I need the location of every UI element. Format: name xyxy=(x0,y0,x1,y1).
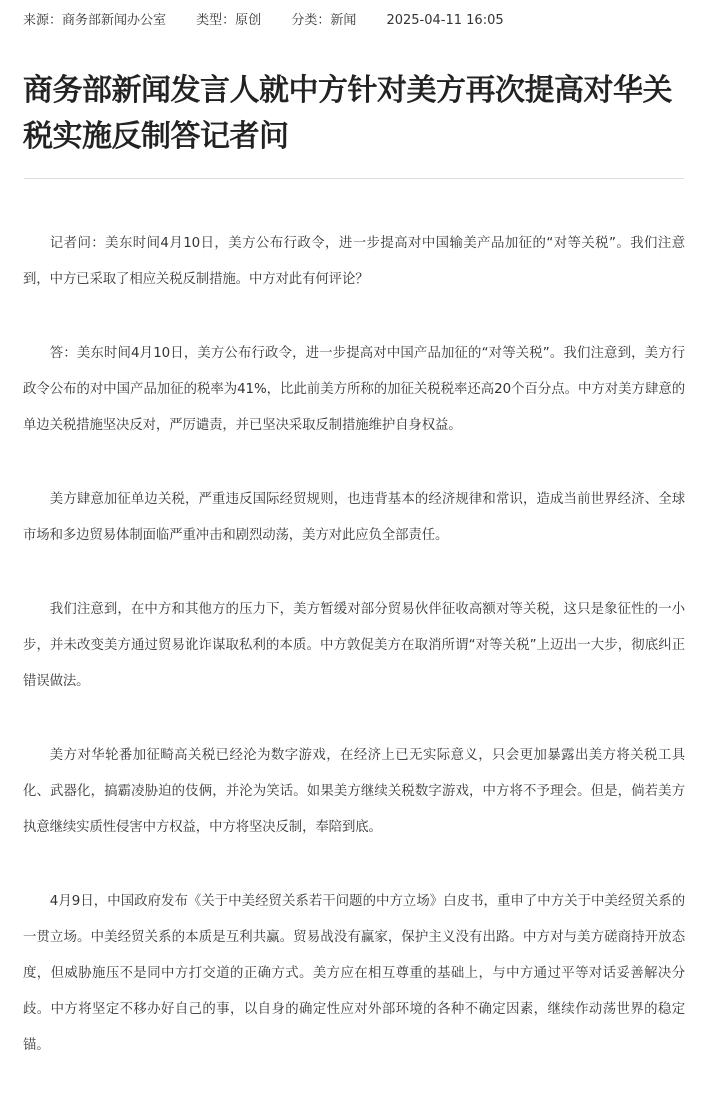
article-meta xyxy=(23,9,530,28)
paragraph: 4月9日，中国政府发布《关于中美经贸关系若干问题的中方立场》白皮书，重申了中方关于中美经贸关系的一贯立场。中美经贸关系的本质是互利共赢。贸易战没有赢家，保护主义没有出路。中方对与美方磋商持开放态度，但威胁施压不是同中方打交道的正确方式。美方应在相互尊重的基础上，与中方通过平等对话妥善解决分歧。中方将坚定不移办好自己的事，以自身的确定性应对外部环境的各种不确定因素，继续作动荡世界的稳定锚。 xyxy=(23,894,685,1053)
article-body xyxy=(23,226,685,1102)
meta-datetime: 2025-04-11 16:05 xyxy=(386,13,504,28)
meta-type: 类型：原创 xyxy=(196,13,262,28)
title-divider xyxy=(24,178,684,179)
article-title: 商务部新闻发言人就中方针对美方再次提高对华关税实施反制答记者问 xyxy=(23,73,672,154)
paragraph: 我们注意到，在中方和其他方的压力下，美方暂缓对部分贸易伙伴征收高额对等关税，这只是象征性的一小步，并未改变美方通过贸易讹诈谋取私利的本质。中方敦促美方在取消所谓“对等关税”上迈出一大步，彻底纠正错误做法。 xyxy=(23,602,685,689)
paragraph: 美方对华轮番加征畸高关税已经沦为数字游戏，在经济上已无实际意义，只会更加暴露出美方将关税工具化、武器化，搞霸凌胁迫的伎俩，并沦为笑话。如果美方继续关税数字游戏，中方将不予理会。但是，倘若美方执意继续实质性侵害中方权益，中方将坚决反制，奉陪到底。 xyxy=(23,748,685,835)
paragraph-answer: 答：美东时间4月10日，美方公布行政令，进一步提高对中国产品加征的“对等关税”。我们注意到，美方行政令公布的对中国产品加征的税率为41%，比此前美方所称的加征关税税率还高20个百分点。中方对美方肆意的单边关税措施坚决反对，严厉谴责，并已坚决采取反制措施维护自身权益。 xyxy=(23,346,685,433)
meta-category: 分类：新闻 xyxy=(291,13,357,28)
paragraph: 美方肆意加征单边关税，严重违反国际经贸规则，也违背基本的经济规律和常识，造成当前世界经济、全球市场和多边贸易体制面临严重冲击和剧烈动荡，美方对此应负全部责任。 xyxy=(23,492,685,543)
meta-source: 来源：商务部新闻办公室 xyxy=(23,13,167,28)
paragraph-question: 记者问：美东时间4月10日，美方公布行政令，进一步提高对中国输美产品加征的“对等关税”。我们注意到，中方已采取了相应关税反制措施。中方对此有何评论？ xyxy=(23,236,685,287)
